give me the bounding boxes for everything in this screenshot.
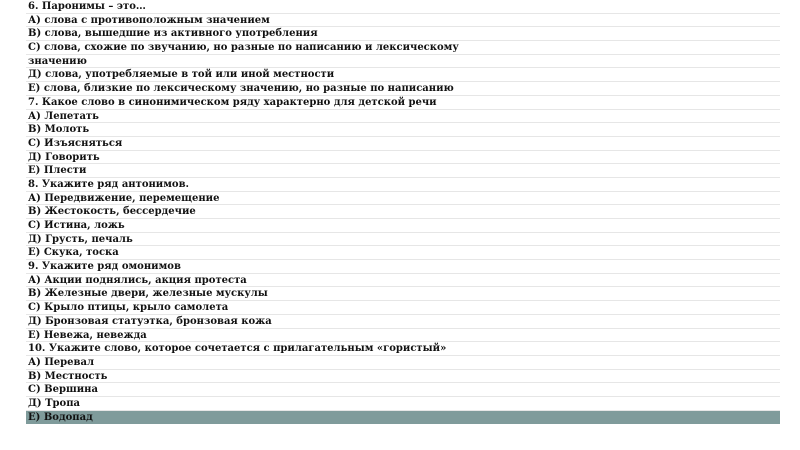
question-8-option-a: А) Передвижение, перемещение <box>26 192 780 206</box>
quiz-document <box>26 0 780 437</box>
question-7-option-a: А) Лепетать <box>26 110 780 124</box>
question-8-option-b: В) Жестокость, бессердечие <box>26 205 780 219</box>
question-6-option-e: Е) слова, близкие по лексическому значению, но разные по написанию <box>26 82 780 96</box>
question-8-title: 8. Укажите ряд антонимов. <box>26 178 780 192</box>
question-10-option-d: Д) Тропа <box>26 397 780 411</box>
question-9-option-d: Д) Бронзовая статуэтка, бронзовая кожа <box>26 315 780 329</box>
question-10-option-a: А) Перевал <box>26 356 780 370</box>
question-6-option-a: А) слова с противоположным значением <box>26 14 780 28</box>
question-7-option-e: Е) Плести <box>26 164 780 178</box>
question-10-title: 10. Укажите слово, которое сочетается с прилагательным «гористый» <box>26 342 780 356</box>
question-6-title: 6. Паронимы – это… <box>26 0 780 14</box>
question-8-option-d: Д) Грусть, печаль <box>26 233 780 247</box>
question-8-option-c: С) Истина, ложь <box>26 219 780 233</box>
question-9-title: 9. Укажите ряд омонимов <box>26 260 780 274</box>
question-9-option-b: В) Железные двери, железные мускулы <box>26 287 780 301</box>
question-8-option-e: Е) Скука, тоска <box>26 246 780 260</box>
question-10-option-b: В) Местность <box>26 370 780 384</box>
question-7-option-d: Д) Говорить <box>26 151 780 165</box>
question-7-option-c: С) Изъясняться <box>26 137 780 151</box>
question-9-option-e: Е) Невежа, невежда <box>26 329 780 343</box>
question-6-option-b: В) слова, вышедшие из активного употребления <box>26 27 780 41</box>
question-9-option-a: А) Акции поднялись, акция протеста <box>26 274 780 288</box>
question-10-option-c: С) Вершина <box>26 383 780 397</box>
question-7-title: 7. Какое слово в синонимическом ряду характерно для детской речи <box>26 96 780 110</box>
question-9-option-c: С) Крыло птицы, крыло самолета <box>26 301 780 315</box>
question-10-option-e-highlighted: Е) Водопад <box>26 411 780 425</box>
question-6-option-c: С) слова, схожие по звучанию, но разные по написанию и лексическому <box>26 41 780 55</box>
question-6-option-d: Д) слова, употребляемые в той или иной местности <box>26 68 780 82</box>
slide-bottom-margin <box>26 437 780 450</box>
question-6-option-c-continued: значению <box>26 55 780 69</box>
question-7-option-b: В) Молоть <box>26 123 780 137</box>
